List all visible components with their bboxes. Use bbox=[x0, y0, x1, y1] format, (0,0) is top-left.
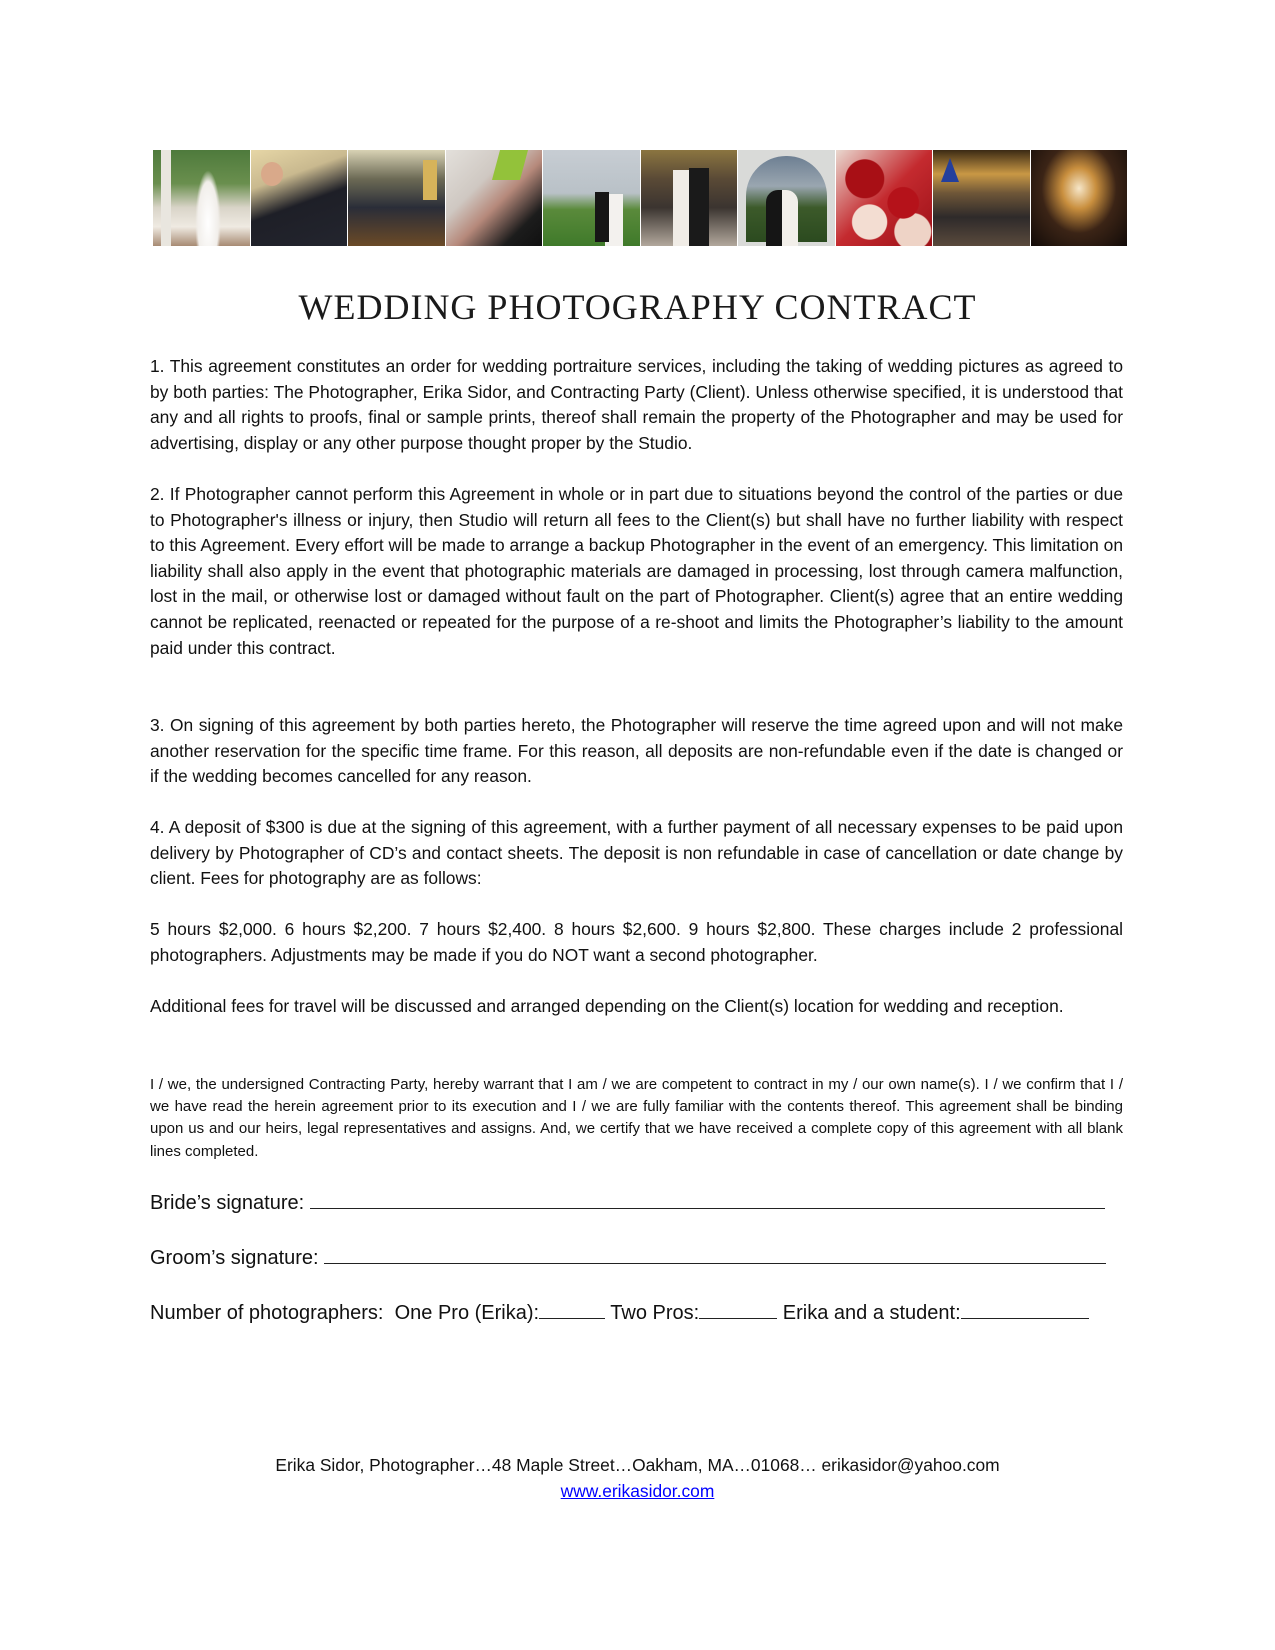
website-link[interactable]: www.erikasidor.com bbox=[560, 1481, 715, 1501]
groom-signature-label: Groom’s signature: bbox=[150, 1247, 319, 1269]
photo-couple-field bbox=[543, 150, 640, 246]
photographer-count-label: Number of photographers: bbox=[150, 1302, 384, 1324]
bride-signature-field[interactable] bbox=[310, 1190, 1105, 1209]
bride-signature-label: Bride’s signature: bbox=[150, 1192, 305, 1214]
warranty-statement: I / we, the undersigned Contracting Party, hereby warrant that I am / we are competent to contract in my / our own name(s). I / we confirm that I / we have read the herein agreement prior to its execution and I / we are fully familiar with the contents thereof. This agreement shall be binding upon us and our heirs, legal representatives and assigns. And, we certify that we have received a complete copy of this agreement with all blank lines completed. bbox=[150, 1076, 1123, 1160]
photo-church-ceremony bbox=[348, 150, 445, 246]
groom-signature-field[interactable] bbox=[324, 1245, 1106, 1264]
option-one-pro-label: One Pro (Erika): bbox=[394, 1302, 540, 1324]
option-student-field[interactable] bbox=[961, 1300, 1089, 1319]
photo-reception-entrance bbox=[641, 150, 738, 246]
clause-1-ownership: 1. This agreement constitutes an order for wedding portraiture services, including the taking of wedding pictures as agreed to by both parties: The Photographer, Erika Sidor, and Contracting Party (Client). Unless otherwise specified, it is understood that any and all rights to proofs, final or sample prints, thereof shall remain the property of the Photographer and may be used for advertising, display or any other purpose thought proper by the Studio. bbox=[150, 356, 1123, 453]
bride-signature-row bbox=[150, 1190, 1123, 1216]
photo-groom-smiling bbox=[251, 150, 348, 246]
footer-website-row bbox=[0, 1479, 1275, 1505]
clause-2-liability: 2. If Photographer cannot perform this Agreement in whole or in part due to situations beyond the control of the parties or due to Photographer's illness or injury, then Studio will return all fees to the Client(s) but shall have no further liability with respect to this Agreement. Every effort will be made to arrange a backup Photographer in the event of an emergency. This limitation on liability shall also apply in the event that photographic materials are damaged in processing, lost through camera malfunction, lost in the mail, or otherwise lost or damaged without fault on the part of Photographer. Client(s) agree that an entire wedding cannot be replicated, reenacted or repeated for the purpose of a re-shoot and limits the Photographer’s liability to the amount paid under this contract. bbox=[150, 484, 1123, 658]
photo-rose-bouquet bbox=[836, 150, 933, 246]
option-two-pros-field[interactable] bbox=[699, 1300, 777, 1319]
photo-bride-groom-porch bbox=[153, 150, 250, 246]
header-photo-strip bbox=[153, 150, 1127, 246]
photo-couple-archway bbox=[738, 150, 835, 246]
groom-signature-row bbox=[150, 1245, 1123, 1271]
photo-ceremony-guests bbox=[1031, 150, 1128, 246]
fee-schedule: 5 hours $2,000. 6 hours $2,200. 7 hours $2,400. 8 hours $2,600. 9 hours $2,800. These charges include 2 professional photographers. Adjustments may be made if you do NOT want a second photographer. bbox=[150, 919, 1123, 965]
photo-ring-hands bbox=[446, 150, 543, 246]
footer-contact: Erika Sidor, Photographer…48 Maple Street…Oakham, MA…01068… erikasidor@yahoo.com bbox=[275, 1455, 1000, 1475]
option-student-label: Erika and a student: bbox=[782, 1302, 961, 1324]
photo-party-dancing bbox=[933, 150, 1030, 246]
option-one-pro-field[interactable] bbox=[539, 1300, 605, 1319]
clause-3-reservation: 3. On signing of this agreement by both parties hereto, the Photographer will reserve the time agreed upon and will not make another reservation for the specific time frame. For this reason, all deposits are non-refundable even if the date is changed or if the wedding becomes cancelled for any reason. bbox=[150, 715, 1123, 787]
document-title: WEDDING PHOTOGRAPHY CONTRACT bbox=[298, 287, 977, 327]
travel-fees: Additional fees for travel will be discussed and arranged depending on the Client(s) location for wedding and reception. bbox=[150, 996, 1064, 1016]
option-two-pros-label: Two Pros: bbox=[610, 1302, 700, 1324]
photographer-count-row bbox=[150, 1300, 1123, 1326]
clause-4-deposit: 4. A deposit of $300 is due at the signing of this agreement, with a further payment of all necessary expenses to be paid upon delivery by Photographer of CD’s and contact sheets. The deposit is non refundable in case of cancellation or date change by client. Fees for photography are as follows: bbox=[150, 817, 1123, 889]
